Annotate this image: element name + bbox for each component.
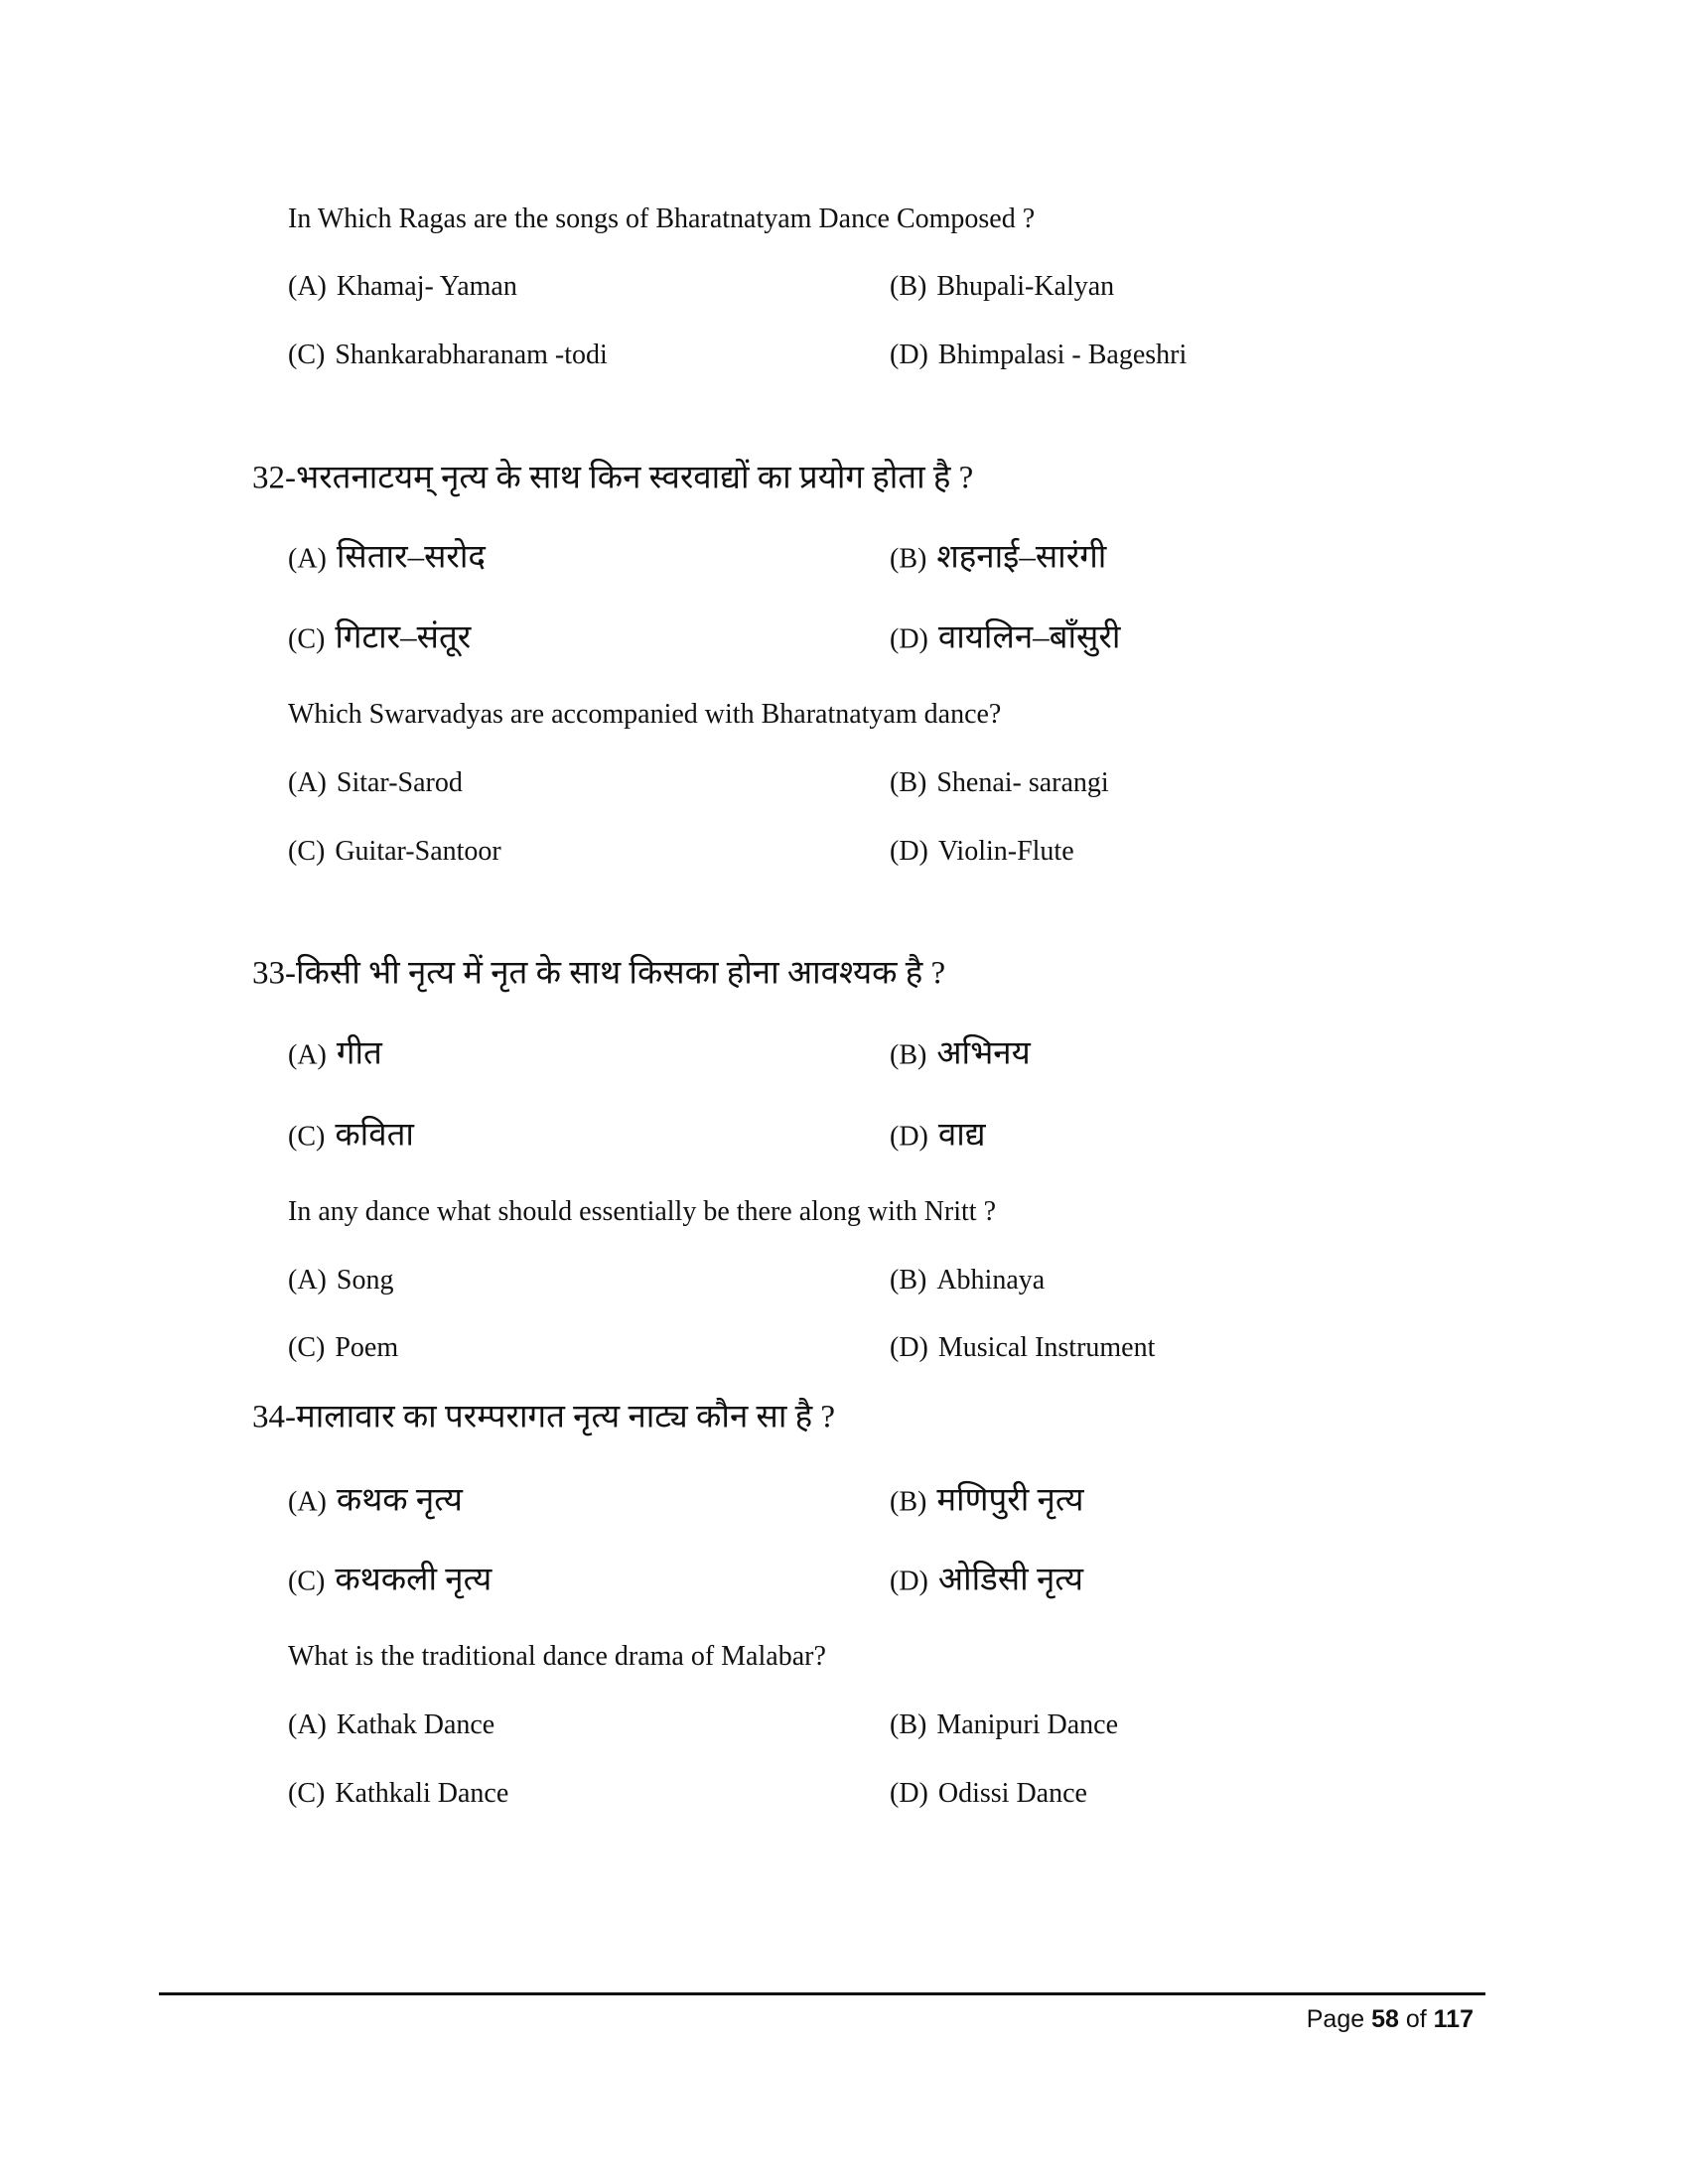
option-label: (D)	[890, 340, 928, 370]
option-label: (B)	[890, 1486, 927, 1518]
option-text: Bhimpalasi - Bageshri	[937, 340, 1188, 370]
option-b	[890, 1482, 1084, 1519]
option-label: (B)	[890, 1709, 927, 1740]
option-text: Guitar-Santoor	[335, 836, 501, 867]
option-text: कथकली नृत्य	[335, 1562, 492, 1598]
option-label: (B)	[890, 767, 927, 798]
question-33-hindi: 33-किसी भी नृत्य में नृत के साथ किसका होना आवश्यक है ?	[252, 955, 946, 992]
option-text: शहनाई–सारंगी	[936, 539, 1107, 576]
option-label: (A)	[288, 271, 327, 302]
question-34-hindi: 34-मालावार का परम्परागत नृत्य नाट्य कौन सा है ?	[252, 1399, 836, 1435]
option-b	[890, 1267, 1045, 1295]
option-text: Sitar-Sarod	[336, 767, 463, 798]
option-d	[890, 619, 1121, 656]
page-prefix: Page	[1306, 2005, 1365, 2033]
option-d	[890, 1334, 1155, 1362]
option-b	[890, 769, 1109, 797]
option-d	[890, 1117, 986, 1154]
option-text: Odissi Dance	[937, 1778, 1087, 1809]
question-32-hindi: 32-भरतनाटयम् नृत्य के साथ किन स्वरवाद्यों का प्रयोग होता है ?	[252, 460, 974, 496]
option-label: (D)	[890, 1332, 928, 1363]
option-b	[890, 273, 1114, 301]
option-text: गीत	[336, 1035, 382, 1072]
option-b	[890, 1035, 1031, 1072]
option-label: (D)	[890, 1121, 928, 1153]
option-c	[288, 838, 501, 866]
option-label: (A)	[288, 767, 327, 798]
option-label: (B)	[890, 1039, 927, 1071]
question-31-english: In Which Ragas are the songs of Bharatnatyam Dance Composed ?	[288, 204, 1036, 234]
option-label: (D)	[890, 1566, 928, 1597]
option-d	[890, 838, 1074, 866]
option-label: (C)	[288, 623, 326, 655]
option-label: (C)	[288, 836, 326, 867]
option-text: Khamaj- Yaman	[336, 271, 517, 302]
option-text: ओडिसी नृत्य	[937, 1562, 1083, 1598]
option-c	[288, 341, 608, 369]
option-text: Song	[336, 1265, 394, 1296]
option-label: (D)	[890, 1778, 928, 1809]
option-text: Bhupali-Kalyan	[936, 271, 1115, 302]
option-a	[288, 769, 463, 797]
option-a	[288, 1711, 494, 1739]
option-text: गिटार–संतूर	[335, 619, 472, 656]
option-c	[288, 1117, 414, 1154]
option-text: Poem	[335, 1332, 399, 1363]
page-total: 117	[1433, 2005, 1474, 2033]
page-current: 58	[1371, 2005, 1399, 2033]
option-c	[288, 619, 472, 656]
option-label: (C)	[288, 340, 326, 370]
option-d	[890, 1562, 1083, 1598]
option-label: (C)	[288, 1332, 326, 1363]
option-a	[288, 1267, 393, 1295]
option-text: सितार–सरोद	[336, 539, 486, 576]
option-text: Kathak Dance	[336, 1709, 495, 1740]
option-b	[890, 1711, 1118, 1739]
option-text: वायलिन–बाँसुरी	[937, 619, 1121, 656]
option-c	[288, 1780, 508, 1808]
option-text: Shenai- sarangi	[936, 767, 1109, 798]
option-label: (B)	[890, 271, 927, 302]
option-a	[288, 1035, 382, 1072]
option-label: (C)	[288, 1121, 326, 1153]
option-text: अभिनय	[936, 1035, 1031, 1072]
option-text: Kathkali Dance	[335, 1778, 509, 1809]
option-text: Shankarabharanam -todi	[335, 340, 608, 370]
option-d	[890, 1780, 1087, 1808]
option-text: वाद्य	[937, 1117, 986, 1154]
option-label: (C)	[288, 1566, 326, 1597]
option-text: कथक नृत्य	[336, 1482, 463, 1519]
question-34-english: What is the traditional dance drama of Malabar?	[288, 1641, 826, 1672]
page-of: of	[1405, 2005, 1427, 2033]
option-c	[288, 1562, 492, 1598]
option-text: Musical Instrument	[937, 1332, 1156, 1363]
option-a	[288, 539, 486, 576]
option-b	[890, 539, 1107, 576]
option-label: (D)	[890, 836, 928, 867]
option-d	[890, 341, 1187, 369]
option-label: (B)	[890, 1265, 927, 1296]
option-label: (A)	[288, 1486, 327, 1518]
option-text: Violin-Flute	[937, 836, 1074, 867]
question-33-english: In any dance what should essentially be there along with Nritt ?	[288, 1196, 997, 1227]
option-label: (C)	[288, 1778, 326, 1809]
option-text: Abhinaya	[936, 1265, 1046, 1296]
option-text: Manipuri Dance	[936, 1709, 1119, 1740]
question-32-english: Which Swarvadyas are accompanied with Bharatnatyam dance?	[288, 699, 1002, 730]
option-label: (D)	[890, 623, 928, 655]
option-label: (B)	[890, 543, 927, 575]
option-a	[288, 273, 517, 301]
option-c	[288, 1334, 398, 1362]
option-label: (A)	[288, 543, 327, 575]
option-text: कविता	[335, 1117, 414, 1154]
option-label: (A)	[288, 1709, 327, 1740]
option-label: (A)	[288, 1265, 327, 1296]
option-text: मणिपुरी नृत्य	[936, 1482, 1084, 1519]
option-a	[288, 1482, 463, 1519]
page-number	[1307, 2005, 1474, 2034]
option-label: (A)	[288, 1039, 327, 1071]
footer-divider	[159, 1992, 1485, 1995]
